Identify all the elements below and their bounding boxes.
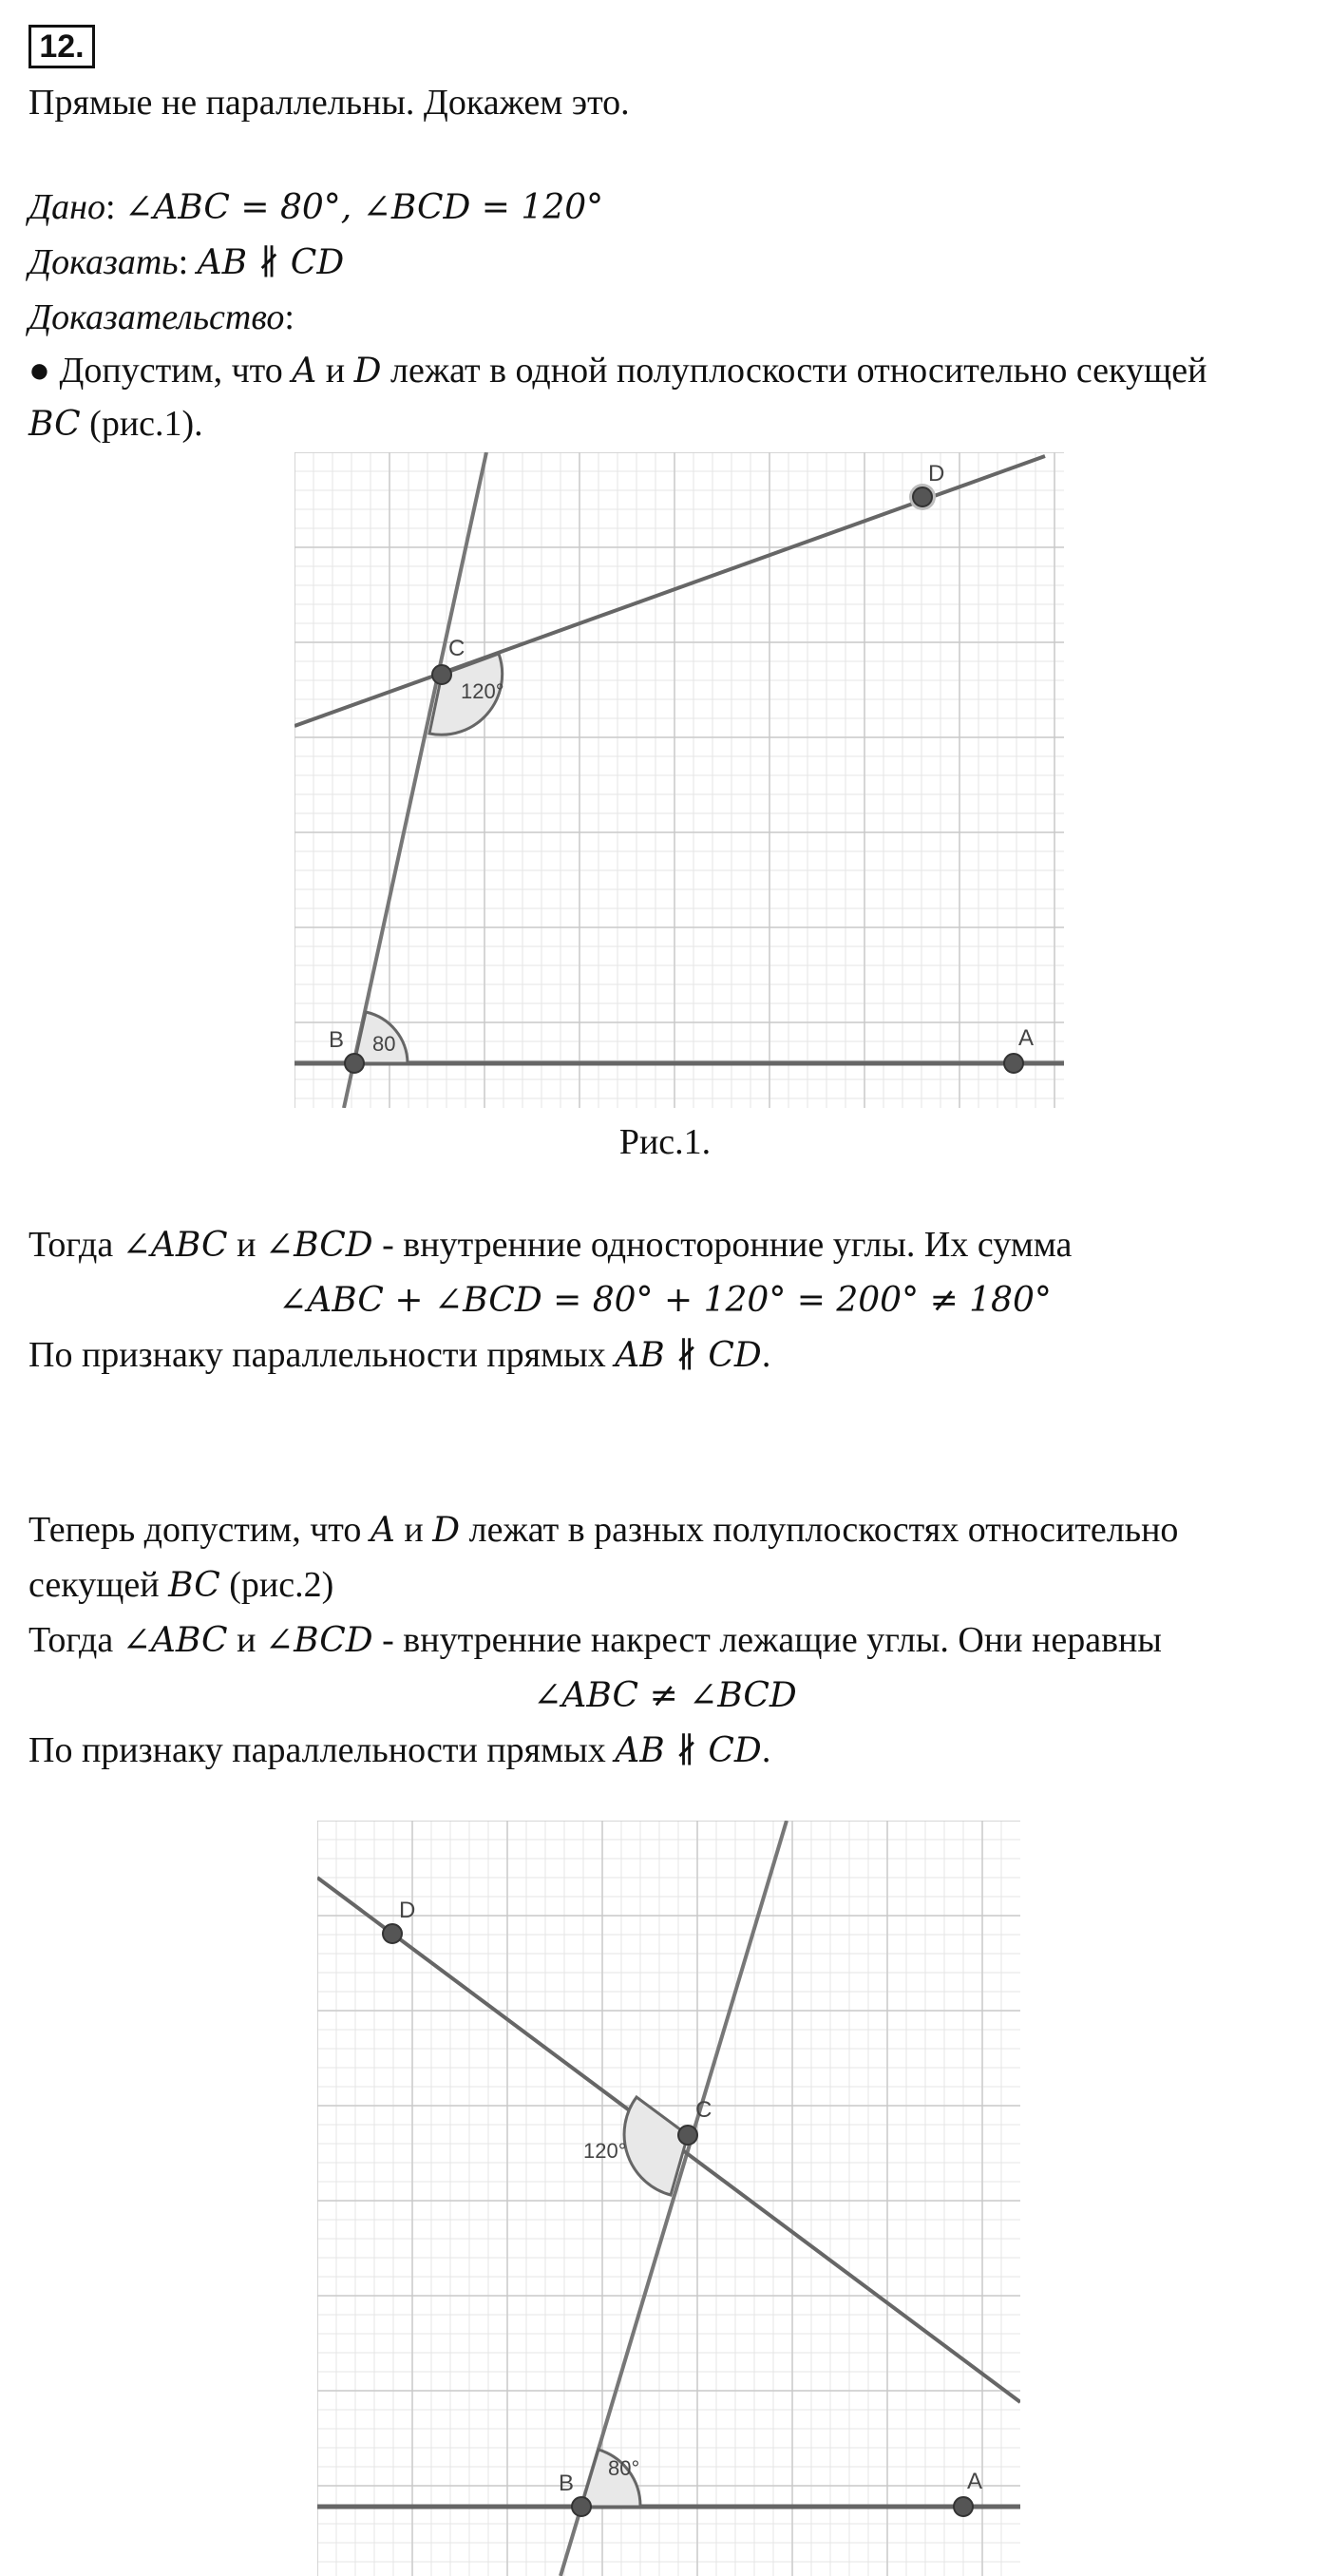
after1-line1	[28, 1224, 1072, 1268]
given-line	[28, 186, 603, 230]
given-formula: ∠ABC = 80°, ∠BCD = 120°	[124, 188, 604, 227]
figure2-grid-minor	[317, 1821, 1020, 2576]
after1-c1: По признаку параллельности прямых	[28, 1335, 616, 1375]
case2-var-d: D	[432, 1511, 461, 1550]
case1-bc: BC	[28, 405, 81, 444]
after1-sum-line	[0, 1279, 1330, 1323]
figure2-label-d: D	[399, 1898, 416, 1923]
case2-l3b: и	[227, 1620, 265, 1660]
case1-line2	[28, 403, 203, 447]
case2-c-formula: AB ∦ CD	[615, 1731, 762, 1770]
case2-bcd: ∠BCD	[264, 1621, 373, 1660]
case2-t1: Теперь допустим, что	[28, 1510, 370, 1550]
figure1-point-a	[1004, 1054, 1023, 1073]
case2-var-a: A	[370, 1511, 395, 1550]
after1-t1: Тогда	[28, 1225, 123, 1265]
case2-neq-line	[0, 1674, 1330, 1718]
case1-fig-ref: (рис.1).	[80, 404, 203, 444]
case1-var-d: D	[353, 352, 382, 391]
figure1-label-b: B	[329, 1027, 345, 1053]
figure1-angle-b-label: 80	[372, 1032, 396, 1056]
after1-t3: - внутренние односторонние углы. Их сумма	[372, 1225, 1073, 1265]
figure-2	[317, 1821, 1020, 2576]
figure2-point-b	[572, 2497, 591, 2516]
proof-label-line	[28, 296, 294, 340]
task-number: 12.	[28, 25, 95, 68]
prove-formula: AB ∦ CD	[197, 243, 345, 282]
given-sep: :	[105, 187, 125, 227]
prove-label: Доказать	[28, 242, 179, 282]
after1-c-formula: AB ∦ CD	[615, 1336, 762, 1375]
case2-c-dot: .	[761, 1730, 771, 1770]
prove-line	[28, 241, 344, 285]
after1-sum-formula: ∠ABC + ∠BCD = 80° + 120° = 200° ≠ 180°	[278, 1281, 1052, 1320]
after1-c-dot: .	[761, 1335, 771, 1375]
after1-bcd: ∠BCD	[264, 1226, 373, 1265]
case2-neq-formula: ∠ABC ≠ ∠BCD	[533, 1676, 797, 1715]
figure1-grid-major	[294, 452, 1064, 1108]
figure2-grid-major	[317, 1821, 1020, 2576]
proof-label: Доказательство	[28, 297, 285, 337]
case2-abc: ∠ABC	[122, 1621, 228, 1660]
figure2-point-a	[954, 2497, 973, 2516]
figure2-label-c: C	[695, 2097, 712, 2123]
after1-t2: и	[227, 1225, 265, 1265]
case1-line1	[28, 350, 1206, 393]
figure1-point-d-core	[913, 487, 932, 506]
case1-text-c: лежат в одной полуплоскости относительно секущей	[381, 351, 1207, 391]
prove-sep: :	[178, 242, 198, 282]
case2-conclusion	[28, 1729, 770, 1773]
case2-l2a: секущей	[28, 1565, 169, 1605]
figure1-caption: Рис.1.	[618, 1122, 712, 1162]
figure-1	[294, 452, 1064, 1108]
case2-line3	[28, 1619, 1162, 1663]
figure2-point-c	[678, 2126, 697, 2145]
case2-bc: BC	[168, 1566, 220, 1605]
case2-t3: лежат в разных полуплоскостях относительно	[460, 1510, 1179, 1550]
case2-c1: По признаку параллельности прямых	[28, 1730, 616, 1770]
case2-l3c: - внутренние накрест лежащие углы. Они неравны	[372, 1620, 1162, 1660]
case2-line1	[28, 1509, 1178, 1553]
case1-var-a: A	[292, 352, 317, 391]
figure1-grid-minor	[294, 452, 1064, 1108]
figure1-label-c: C	[448, 636, 466, 661]
figure2-angle-b-label: 80°	[608, 2456, 640, 2480]
figure1-label-a: A	[1018, 1025, 1035, 1051]
case2-l2b: (рис.2)	[219, 1565, 334, 1605]
figure2-label-a: A	[967, 2469, 983, 2494]
case1-text-b: и	[316, 351, 354, 391]
figure2-angle-c-label: 120°	[583, 2139, 627, 2163]
intro-text: Прямые не параллельны. Докажем это.	[28, 83, 630, 123]
figure2-point-d	[383, 1924, 402, 1943]
case2-l3a: Тогда	[28, 1620, 123, 1660]
after1-conclusion	[28, 1334, 770, 1378]
after1-abc: ∠ABC	[122, 1226, 228, 1265]
proof-colon: :	[284, 297, 294, 337]
figure2-label-b: B	[559, 2471, 575, 2496]
figure1-label-d: D	[928, 461, 945, 487]
figure1-point-b	[345, 1054, 364, 1073]
given-label: Дано	[28, 187, 106, 227]
bullet: ●	[28, 351, 50, 391]
case1-text-a: Допустим, что	[49, 351, 293, 391]
figure1-point-c	[432, 665, 451, 684]
case2-line2	[28, 1564, 333, 1608]
case2-t2: и	[394, 1510, 433, 1550]
figure1-angle-c-label: 120°	[461, 679, 504, 703]
